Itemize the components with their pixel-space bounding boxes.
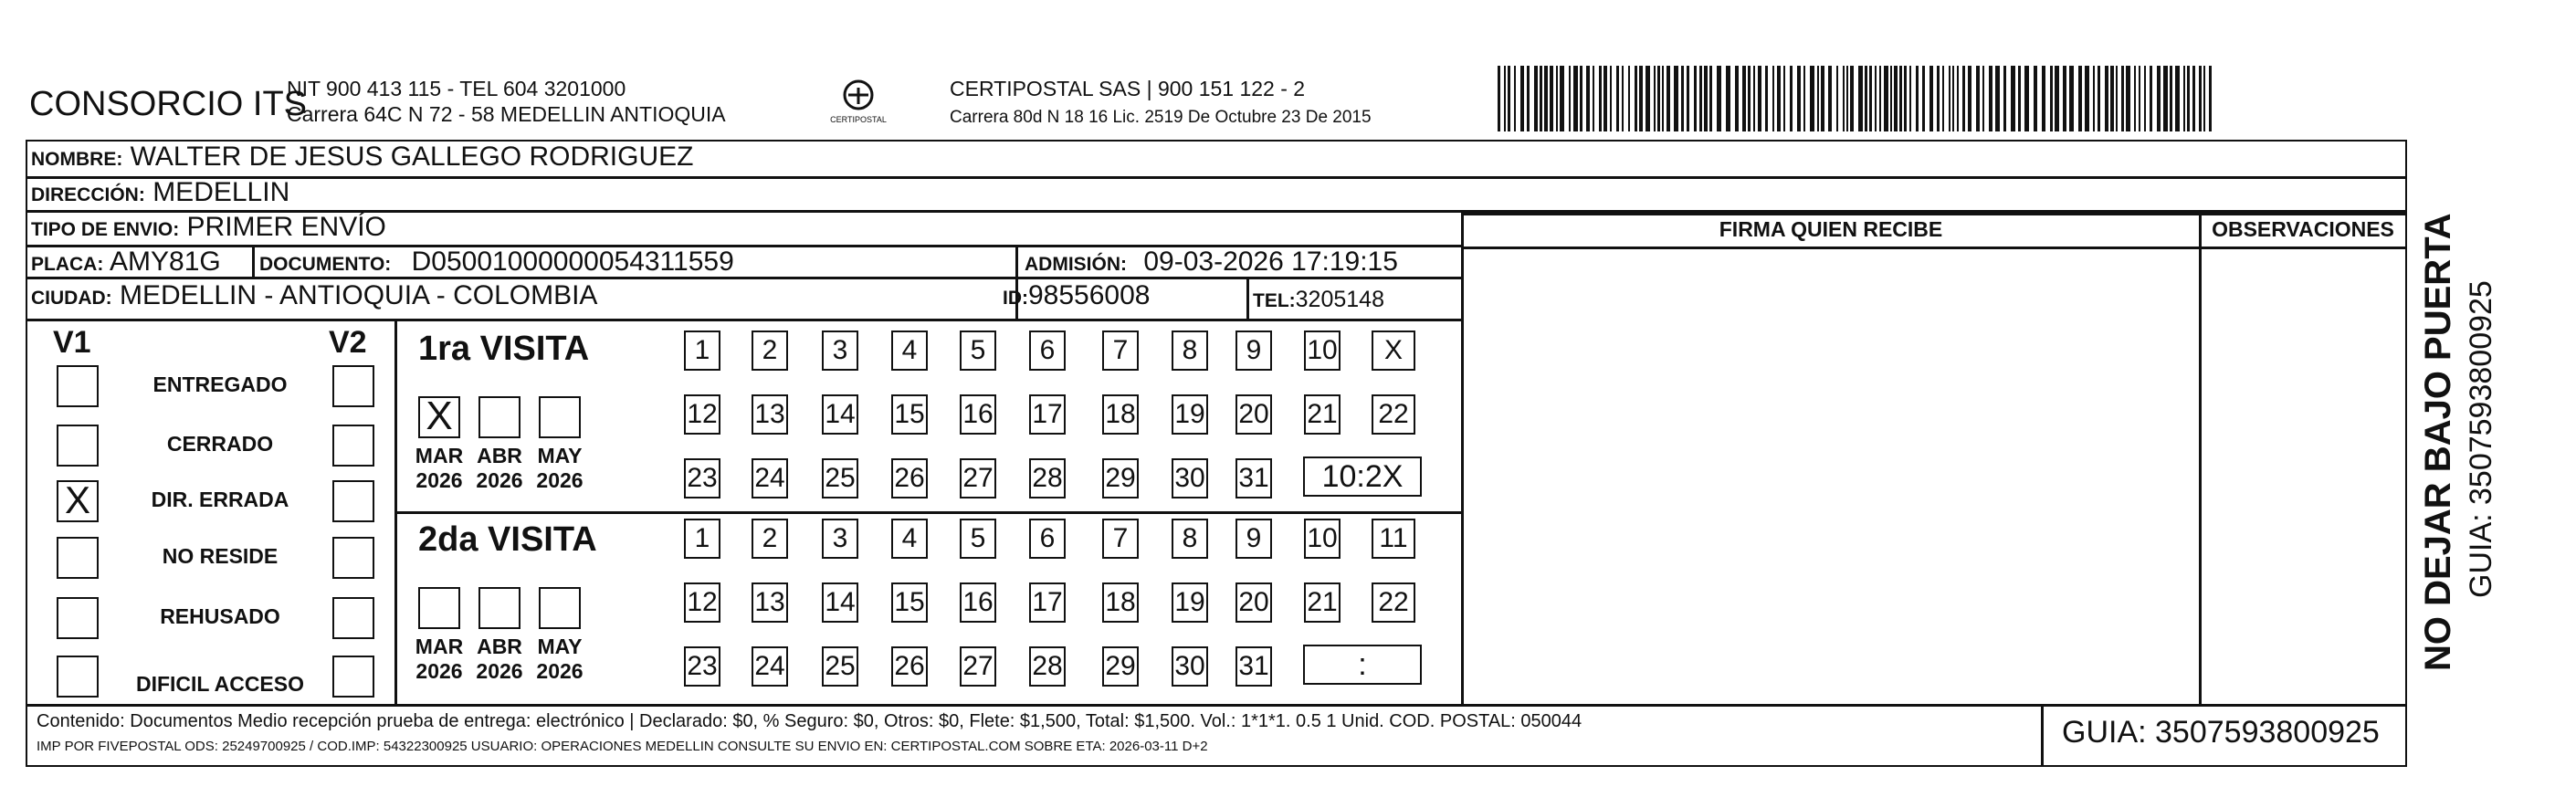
visit1-day-number: 19: [1174, 399, 1205, 429]
visit1-day-number: 4: [901, 335, 918, 365]
visit1-day-number: 20: [1238, 399, 1269, 429]
visit1-day-box[interactable]: [891, 458, 928, 498]
visit1-day-box[interactable]: [891, 331, 928, 371]
visit2-day-number: 21: [1307, 587, 1338, 617]
visit1-day-box[interactable]: [1372, 394, 1415, 435]
visit1-day-box[interactable]: [822, 331, 858, 371]
visit1-day-number: 25: [825, 463, 856, 493]
visit2-day-box[interactable]: [1235, 519, 1272, 559]
visit1-title: 1ra VISITA: [418, 330, 590, 368]
visit2-day-box[interactable]: [1029, 582, 1066, 623]
obs-header: OBSERVACIONES: [2212, 217, 2394, 241]
admision-cell: [1025, 247, 1398, 278]
id-value: 98556008: [1028, 280, 1151, 310]
v1-checkbox[interactable]: [57, 425, 99, 467]
visit1-day-number: 5: [970, 335, 986, 365]
id-cell: [1003, 280, 1150, 311]
visit2-day-number: 3: [832, 523, 848, 553]
visit2-day-box[interactable]: [752, 646, 788, 687]
visit2-day-box[interactable]: [1304, 582, 1341, 623]
visit1-day-number: 7: [1112, 335, 1129, 365]
tipo-label: TIPO DE ENVIO:: [31, 219, 180, 240]
id-label: ID:: [1003, 288, 1028, 309]
side-warning: NO DEJAR BAJO PUERTA: [2418, 213, 2458, 671]
status-label: CERRADO: [166, 432, 274, 456]
direccion-label: DIRECCIÓN:: [31, 184, 145, 205]
company-name: CONSORCIO ITS: [29, 85, 308, 123]
visit1-day-number: 28: [1032, 463, 1063, 493]
visit2-day-number: 11: [1379, 523, 1408, 553]
visit1-day-box[interactable]: [1029, 331, 1066, 371]
visit2-day-box[interactable]: [752, 582, 788, 623]
visit1-day-box[interactable]: [1235, 331, 1272, 371]
visit2-day-box[interactable]: [891, 519, 928, 559]
status-label: ENTREGADO: [152, 373, 288, 396]
visit2-month-name: ABR: [477, 635, 522, 658]
visit1-time[interactable]: [1303, 456, 1422, 497]
visit2-month-box[interactable]: [418, 587, 460, 629]
visit2-day-box[interactable]: [891, 582, 928, 623]
visit1-day-box[interactable]: [822, 394, 858, 435]
visit1-month-label: [409, 444, 469, 493]
nombre-label: NOMBRE:: [31, 149, 123, 170]
visit1-day-number: 22: [1378, 399, 1409, 429]
visit2-day-number: 31: [1238, 651, 1269, 681]
documento-cell: [259, 247, 734, 278]
carrier-line: CERTIPOSTAL SAS | 900 151 122 - 2: [950, 77, 1306, 100]
placa-cell: [31, 247, 221, 278]
visit1-day-number: 30: [1174, 463, 1205, 493]
visit1-day-box[interactable]: [1172, 394, 1208, 435]
visit1-day-number: 10: [1307, 335, 1338, 365]
visit2-day-number: 25: [825, 651, 856, 681]
visit1-day-number: 13: [754, 399, 785, 429]
visit1-month-name: MAY: [537, 444, 583, 467]
visit1-day-box[interactable]: [1029, 458, 1066, 498]
visit1-month-label: [469, 444, 530, 493]
visit1-day-box[interactable]: [1304, 331, 1341, 371]
visit2-day-box[interactable]: [752, 519, 788, 559]
visit2-day-number: 6: [1039, 523, 1056, 553]
visit2-month-year: 2026: [415, 659, 463, 683]
visit2-day-box[interactable]: [822, 519, 858, 559]
visit1-month-name: ABR: [477, 444, 522, 467]
visit1-day-box[interactable]: [960, 458, 996, 498]
footer-guia: GUIA: 3507593800925: [2062, 715, 2380, 750]
visit2-month-label: [530, 635, 590, 684]
signature-area[interactable]: [1464, 249, 2198, 703]
visit1-day-box[interactable]: [960, 331, 996, 371]
visit1-day-box[interactable]: [684, 458, 720, 498]
visit1-day-box[interactable]: [1235, 394, 1272, 435]
visit1-day-box[interactable]: [1172, 331, 1208, 371]
visit2-day-box[interactable]: [1102, 646, 1139, 687]
visit2-day-box[interactable]: [1102, 519, 1139, 559]
visit2-day-number: 26: [894, 651, 925, 681]
v1-checkbox[interactable]: [57, 365, 99, 407]
visit1-day-number: 3: [832, 335, 848, 365]
status-label: DIFICIL ACCESO: [135, 672, 304, 696]
barcode: [1498, 66, 2219, 131]
visit2-day-box[interactable]: [1235, 646, 1272, 687]
visit2-day-number: 9: [1246, 523, 1262, 553]
visit1-month-year: 2026: [415, 468, 463, 492]
v1-checkbox[interactable]: [57, 656, 99, 698]
visit2-day-number: 23: [687, 651, 718, 681]
company-nit: NIT 900 413 115 - TEL 604 3201000: [287, 77, 626, 100]
visit1-day-box[interactable]: [1102, 458, 1139, 498]
visit1-day-number: 2: [762, 335, 778, 365]
visit2-day-box[interactable]: [1235, 582, 1272, 623]
visit2-time-value: :: [1358, 647, 1367, 682]
visit2-day-box[interactable]: [822, 646, 858, 687]
visit2-month-year: 2026: [536, 659, 584, 683]
tel-value: 3205148: [1295, 287, 1384, 312]
placa-value: AMY81G: [110, 247, 221, 277]
visit1-day-number: 8: [1182, 335, 1198, 365]
visit2-day-box[interactable]: [1102, 582, 1139, 623]
visit2-day-box[interactable]: [1372, 582, 1415, 623]
v1-checkbox[interactable]: X: [57, 480, 99, 522]
footer-print-info: IMP POR FIVEPOSTAL ODS: 25249700925 / COD.IMP: 54322300925 USUARIO: OPERACIONES MEDELLIN CONSULTE SU ENVIO EN: CERTIPOSTAL.COM SOBRE ETA: 2026-03-11 D+2: [37, 739, 1208, 754]
v2-checkbox[interactable]: [332, 425, 374, 467]
visit2-day-number: 8: [1182, 523, 1198, 553]
visit2-month-box[interactable]: [478, 587, 520, 629]
v2-checkbox[interactable]: [332, 656, 374, 698]
visit1-month-box[interactable]: [539, 396, 581, 438]
certipostal-logo: [826, 77, 890, 131]
visit1-day-box[interactable]: [752, 331, 788, 371]
visit1-day-number: 27: [962, 463, 994, 493]
ciudad-cell: [31, 280, 597, 311]
visit1-day-box[interactable]: [1102, 394, 1139, 435]
visit2-month-name: MAR: [415, 635, 464, 658]
v2-checkbox[interactable]: [332, 365, 374, 407]
nombre-value: WALTER DE JESUS GALLEGO RODRIGUEZ: [130, 142, 694, 172]
v1-checkbox[interactable]: [57, 537, 99, 579]
visit2-day-number: 28: [1032, 651, 1063, 681]
direccion-row: [31, 177, 289, 208]
visit2-month-label: [469, 635, 530, 684]
visit2-day-box[interactable]: [960, 582, 996, 623]
visit2-title: 2da VISITA: [418, 520, 597, 559]
observations-area[interactable]: [2202, 249, 2405, 703]
visit2-day-number: 24: [754, 651, 785, 681]
visit2-day-box[interactable]: [684, 646, 720, 687]
admision-value: 09-03-2026 17:19:15: [1143, 247, 1398, 277]
carrier-address: Carrera 80d N 18 16 Lic. 2519 De Octubre 23 De 2015: [950, 108, 1372, 127]
visit1-month-year: 2026: [476, 468, 523, 492]
visit1-day-number: 12: [687, 399, 718, 429]
visit1-day-number: 18: [1105, 399, 1136, 429]
side-guia: GUIA: 3507593800925: [2464, 280, 2498, 598]
visit1-day-number: 29: [1105, 463, 1136, 493]
visit1-day-box[interactable]: [684, 331, 720, 371]
visit1-day-number: 9: [1246, 335, 1262, 365]
status-label: DIR. ERRADA: [151, 488, 289, 511]
documento-label: DOCUMENTO:: [259, 254, 392, 275]
visit1-month-name: MAR: [415, 444, 464, 467]
visit2-day-number: 1: [694, 523, 710, 553]
visit2-day-box[interactable]: [960, 519, 996, 559]
visit2-day-number: 17: [1032, 587, 1063, 617]
visit1-day-number: 31: [1238, 463, 1269, 493]
nombre-row: [31, 142, 693, 173]
visit2-day-number: 29: [1105, 651, 1136, 681]
placa-label: PLACA:: [31, 254, 104, 275]
v2-label: V2: [329, 325, 367, 360]
documento-value: D05001000000054311559: [411, 247, 734, 277]
visit2-day-number: 5: [970, 523, 986, 553]
visit1-day-box[interactable]: [960, 394, 996, 435]
ciudad-label: CIUDAD:: [31, 288, 112, 309]
v2-checkbox[interactable]: [332, 480, 374, 522]
visit2-day-number: 14: [825, 587, 856, 617]
visit1-month-label: [530, 444, 590, 493]
logo-caption: CERTIPOSTAL: [830, 115, 887, 124]
visit2-day-number: 16: [962, 587, 994, 617]
v1-label: V1: [53, 325, 91, 360]
v1-checkbox[interactable]: [57, 597, 99, 639]
visit2-day-number: 27: [962, 651, 994, 681]
visit2-day-box[interactable]: [1029, 646, 1066, 687]
admision-label: ADMISIÓN:: [1025, 254, 1127, 275]
visit1-day-box[interactable]: [752, 458, 788, 498]
footer-contents: Contenido: Documentos Medio recepción prueba de entrega: electrónico | Declarado: $0, % Seguro: $0, Otros: $0, Flete: $1,500, Total: $1,500. Vol.: 1*1*1. 0.5 1 Unid. COD. POSTAL: 050044: [37, 711, 1582, 731]
visit2-month-label: [409, 635, 469, 684]
tel-cell: [1253, 283, 1384, 314]
visit1-day-number: 14: [825, 399, 856, 429]
visit1-day-number: 23: [687, 463, 718, 493]
visit2-day-box[interactable]: [1372, 519, 1415, 559]
visit2-day-number: 2: [762, 523, 778, 553]
visit2-day-box[interactable]: [1304, 519, 1341, 559]
status-label: NO RESIDE: [162, 544, 279, 568]
company-address: Carrera 64C N 72 - 58 MEDELLIN ANTIOQUIA: [287, 102, 726, 126]
sign-header: FIRMA QUIEN RECIBE: [1719, 217, 1943, 241]
visit2-day-number: 4: [901, 523, 918, 553]
visit1-day-number: 16: [962, 399, 994, 429]
visit2-day-number: 7: [1112, 523, 1129, 553]
visit2-day-number: 15: [894, 587, 925, 617]
visit1-day-box[interactable]: [1102, 331, 1139, 371]
tel-label: TEL:: [1253, 290, 1296, 311]
v2-checkbox[interactable]: [332, 597, 374, 639]
visit1-month-box[interactable]: X: [418, 396, 460, 438]
visit1-day-number: 6: [1039, 335, 1056, 365]
visit2-month-box[interactable]: [539, 587, 581, 629]
visit2-day-number: 18: [1105, 587, 1136, 617]
visit2-day-box[interactable]: [891, 646, 928, 687]
visit1-day-number: 26: [894, 463, 925, 493]
visit2-day-number: 30: [1174, 651, 1205, 681]
visit1-day-number: X: [1383, 335, 1403, 365]
visit1-day-box[interactable]: [1304, 394, 1341, 435]
status-label: REHUSADO: [160, 604, 280, 628]
v2-checkbox[interactable]: [332, 537, 374, 579]
visit2-day-box[interactable]: [1172, 646, 1208, 687]
visit2-time[interactable]: [1303, 645, 1422, 685]
visit1-day-box[interactable]: [891, 394, 928, 435]
visit2-day-number: 19: [1174, 587, 1205, 617]
visit1-day-box[interactable]: [1172, 458, 1208, 498]
visit2-day-number: 10: [1307, 523, 1338, 553]
visit1-day-number: 1: [694, 335, 710, 365]
visit2-day-box[interactable]: [1172, 519, 1208, 559]
visit2-day-number: 20: [1238, 587, 1269, 617]
visit1-day-number: 24: [754, 463, 785, 493]
tipo-row: [31, 212, 386, 243]
visit1-day-box[interactable]: [752, 394, 788, 435]
visit2-month-name: MAY: [537, 635, 583, 658]
visit2-day-box[interactable]: [822, 582, 858, 623]
visit1-day-box[interactable]: [822, 458, 858, 498]
visit2-day-box[interactable]: [960, 646, 996, 687]
ciudad-value: MEDELLIN - ANTIOQUIA - COLOMBIA: [120, 280, 598, 310]
visit1-month-box[interactable]: [478, 396, 520, 438]
visit1-day-number: 17: [1032, 399, 1063, 429]
visit2-day-number: 13: [754, 587, 785, 617]
visit2-day-box[interactable]: [684, 582, 720, 623]
visit1-day-number: 15: [894, 399, 925, 429]
visit1-day-box[interactable]: [1372, 331, 1415, 371]
visit1-day-number: 21: [1307, 399, 1338, 429]
visit1-time-value: 10:2X: [1321, 459, 1404, 494]
visit2-day-box[interactable]: [1029, 519, 1066, 559]
visit1-month-year: 2026: [536, 468, 584, 492]
visit2-day-box[interactable]: [1172, 582, 1208, 623]
visit1-day-box[interactable]: [1029, 394, 1066, 435]
visit2-day-number: 22: [1378, 587, 1409, 617]
direccion-value: MEDELLIN: [152, 177, 290, 207]
visit1-day-box[interactable]: [684, 394, 720, 435]
visit1-day-box[interactable]: [1235, 458, 1272, 498]
visit2-day-number: 12: [687, 587, 718, 617]
visit2-day-box[interactable]: [684, 519, 720, 559]
tipo-value: PRIMER ENVÍO: [186, 212, 386, 242]
visit2-month-year: 2026: [476, 659, 523, 683]
